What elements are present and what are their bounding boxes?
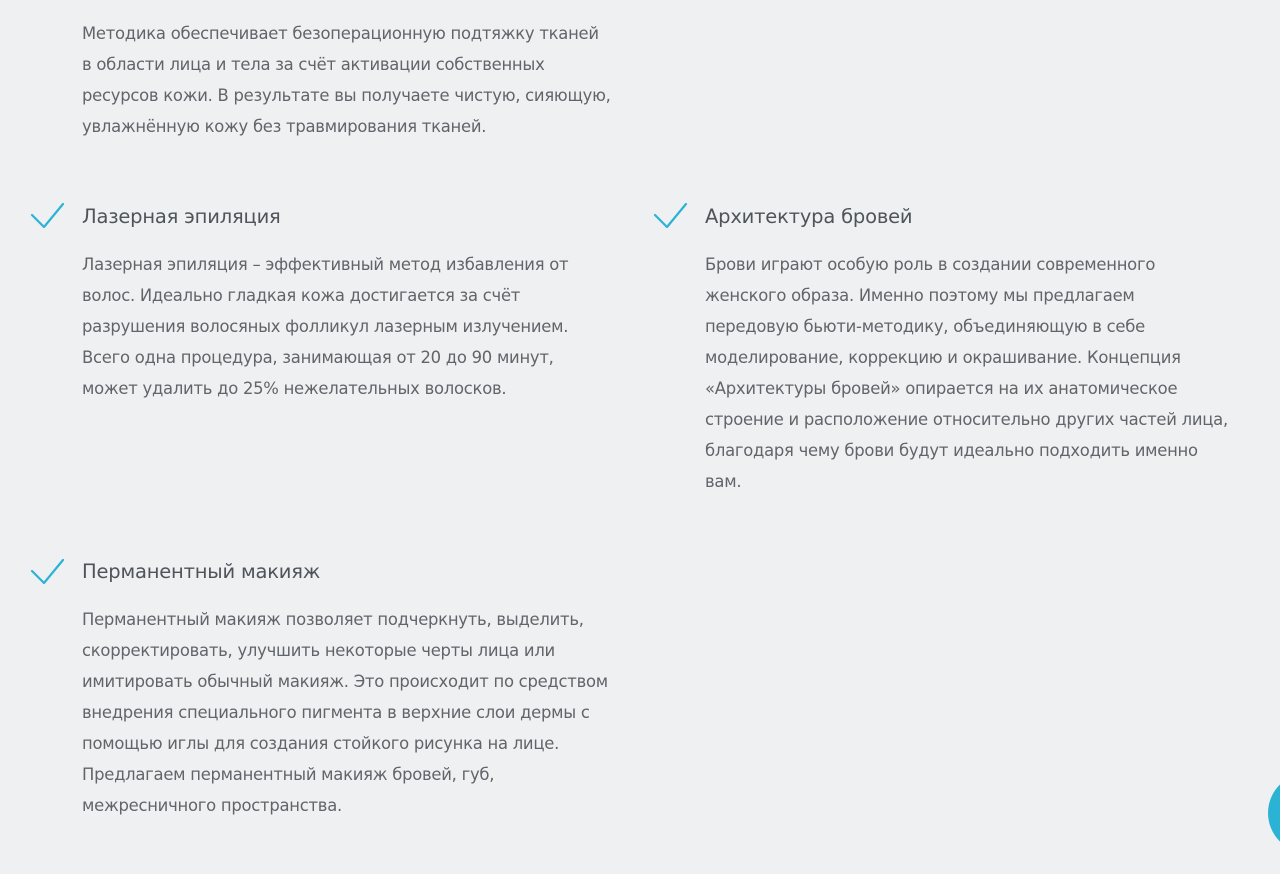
service-title: Лазерная эпиляция — [82, 205, 281, 228]
intro-line: Методика обеспечивает безоперационную подтяжку тканей — [82, 24, 599, 43]
intro-line: в области лица и тела за счёт активации собственных — [82, 55, 545, 74]
description-line: передовую бьюти-методику, объединяющую в себе — [705, 317, 1145, 336]
description-line: моделирование, коррекцию и окрашивание. Концепция — [705, 348, 1181, 367]
intro-line: ресурсов кожи. В результате вы получаете чистую, сияющую, — [82, 86, 611, 105]
description-line: может удалить до 25% нежелательных волосков. — [82, 379, 507, 398]
service-description — [82, 604, 608, 821]
description-line: Брови играют особую роль в создании современного — [705, 255, 1156, 274]
service-description — [705, 249, 1228, 497]
description-line: строение и расположение относительно других частей лица, — [705, 410, 1228, 429]
description-line: «Архитектуры бровей» опирается на их анатомическое — [705, 379, 1178, 398]
description-line: Предлагаем перманентный макияж бровей, губ, — [82, 765, 495, 784]
service-description — [82, 249, 568, 404]
intro-text — [82, 18, 611, 142]
checkmark-icon — [30, 201, 66, 231]
description-line: помощью иглы для создания стойкого рисунка на лице. — [82, 734, 560, 753]
description-line: Лазерная эпиляция – эффективный метод избавления от — [82, 255, 569, 274]
checkmark-icon — [30, 557, 66, 587]
description-line: Перманентный макияж позволяет подчеркнуть, выделить, — [82, 610, 584, 629]
chat-button[interactable] — [1268, 773, 1280, 853]
description-line: волос. Идеально гладкая кожа достигается за счёт — [82, 286, 521, 305]
service-title: Архитектура бровей — [705, 205, 913, 228]
intro-line: увлажнённую кожу без травмирования тканей. — [82, 117, 487, 136]
description-line: благодаря чему брови будут идеально подходить именно — [705, 441, 1198, 460]
service-title: Перманентный макияж — [82, 560, 321, 583]
checkmark-icon — [653, 201, 689, 231]
description-line: вам. — [705, 472, 742, 491]
description-line: скорректировать, улучшить некоторые черты лица или — [82, 641, 555, 660]
description-line: внедрения специального пигмента в верхние слои дермы с — [82, 703, 590, 722]
description-line: разрушения волосяных фолликул лазерным излучением. — [82, 317, 569, 336]
description-line: имитировать обычный макияж. Это происходит по средством — [82, 672, 608, 691]
description-line: Всего одна процедура, занимающая от 20 до 90 минут, — [82, 348, 554, 367]
description-line: женского образа. Именно поэтому мы предлагаем — [705, 286, 1135, 305]
description-line: межресничного пространства. — [82, 796, 342, 815]
